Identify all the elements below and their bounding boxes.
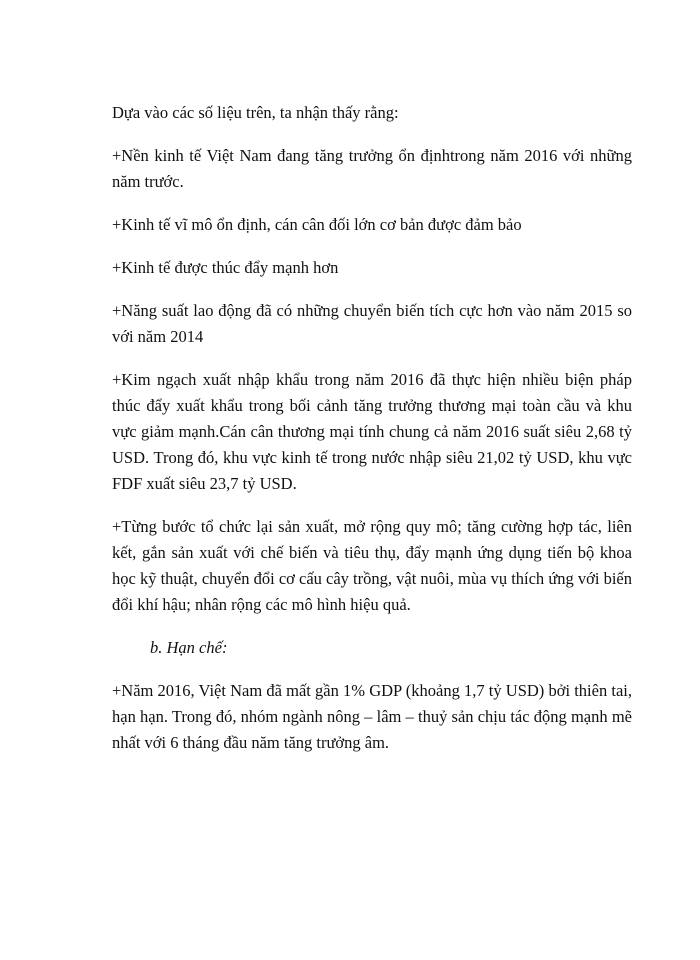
section-heading-limitations: b. Hạn chế: xyxy=(150,638,228,657)
intro-paragraph: Dựa vào các số liệu trên, ta nhận thấy rằng: xyxy=(112,103,399,122)
point-paragraph-6: +Từng bước tổ chức lại sản xuất, mở rộng quy mô; tăng cường hợp tác, liên kết, gắn sản xuất với chế biến và tiêu thụ, đẩy mạnh ứng dụng tiến bộ khoa học kỹ thuật, chuyển đổi cơ cấu cây trồng, vật nuôi, mùa vụ thích ứng với biến đổi khí hậu; nhân rộng các mô hình hiệu quả. xyxy=(112,517,632,614)
document-page xyxy=(112,100,632,773)
point-paragraph-3: +Kinh tế được thúc đẩy mạnh hơn xyxy=(112,258,339,277)
point-paragraph-2: +Kinh tế vĩ mô ổn định, cán cân đối lớn cơ bản được đảm bảo xyxy=(112,215,522,234)
point-paragraph-1: +Nền kinh tế Việt Nam đang tăng trưởng ổn địnhtrong năm 2016 với những năm trước. xyxy=(112,146,632,191)
limitation-paragraph-1: +Năm 2016, Việt Nam đã mất gần 1% GDP (khoảng 1,7 tỷ USD) bởi thiên tai, hạn hạn. Trong đó, nhóm ngành nông – lâm – thuỷ sản chịu tác động mạnh mẽ nhất với 6 tháng đầu năm tăng trưởng âm. xyxy=(112,681,632,752)
point-paragraph-5: +Kim ngạch xuất nhập khẩu trong năm 2016 đã thực hiện nhiều biện pháp thúc đẩy xuất khẩu trong bối cảnh tăng trưởng thương mại toàn cầu và khu vực giảm mạnh.Cán cân thương mại tính chung cả năm 2016 suất siêu 2,68 tỷ USD. Trong đó, khu vực kinh tế trong nước nhập siêu 21,02 tỷ USD, khu vực FDF xuất siêu 23,7 tỷ USD. xyxy=(112,370,632,493)
point-paragraph-4: +Năng suất lao động đã có những chuyển biến tích cực hơn vào năm 2015 so với năm 2014 xyxy=(112,301,632,346)
